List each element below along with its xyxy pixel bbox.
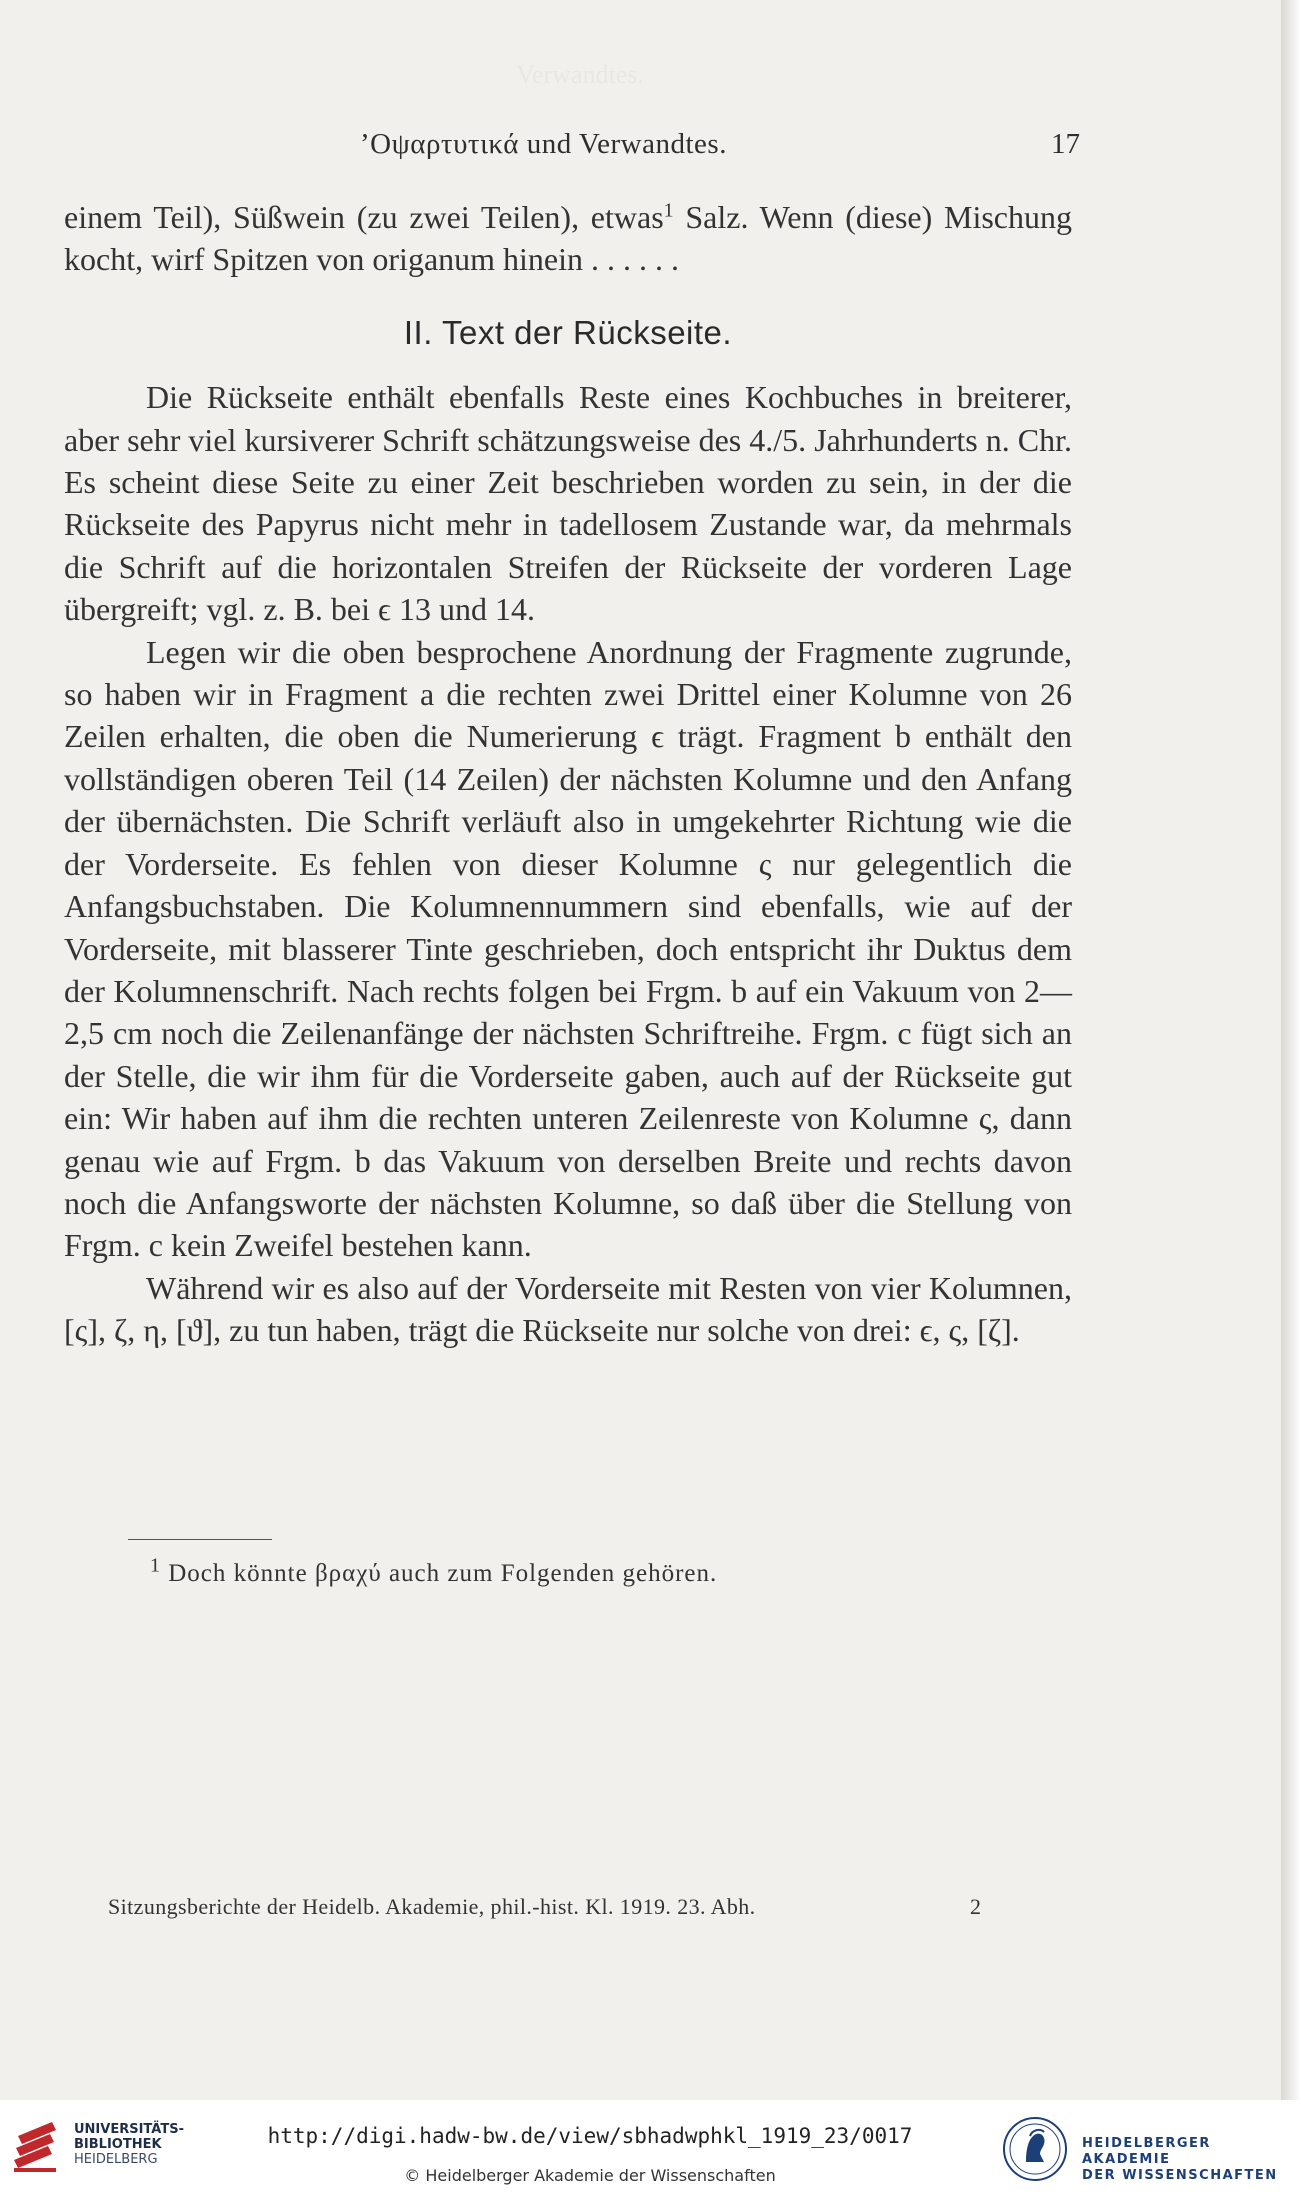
- permalink-url[interactable]: http://digi.hadw-bw.de/view/sbhadwphkl_1919_23/0017: [267, 2124, 913, 2148]
- academy-seal-icon: [1002, 2116, 1068, 2182]
- paragraph-continuation: [64, 196, 1072, 281]
- page-number: 17: [1051, 128, 1080, 160]
- sheet-number: 2: [970, 1894, 981, 1919]
- section-heading: II. Text der Rückseite.: [403, 313, 733, 351]
- paragraph-text: einem Teil), Süßwein (zu zwei Teilen), etwas: [64, 199, 664, 235]
- copyright-notice: © Heidelberger Akademie der Wissenschaften: [404, 2166, 776, 2185]
- page-edge-shadow: [1281, 0, 1301, 2100]
- paragraph-text: Salz. Wenn (diese) Mischung kocht, wirf Spitzen von origanum hinein . . . . . .: [64, 199, 1073, 278]
- footnote-rule: [128, 1539, 272, 1540]
- footnote-marker: 1: [663, 199, 674, 222]
- bleed-through-text: Verwandtes.: [516, 60, 644, 89]
- university-library-logo-icon: [12, 2118, 62, 2178]
- footnote-number: 1: [150, 1554, 161, 1577]
- imprint-line: Sitzungsberichte der Heidelb. Akademie, phil.-hist. Kl. 1919. 23. Abh.: [108, 1894, 756, 1919]
- running-head: ʼΟψαρτυτικά und Verwandtes.: [360, 128, 727, 160]
- body-text: [64, 196, 1072, 1352]
- digitization-footer: [0, 2100, 1301, 2200]
- academy-name: HEIDELBERGER AKADEMIE DER WISSENSCHAFTEN: [1082, 2136, 1278, 2183]
- paragraph: Legen wir die oben besprochene Anordnung der Fragmente zugrunde, so haben wir in Fragment a die rechten zwei Drittel einer Kolumne von 26 Zeilen erhalten, die oben die Numerierung ϵ trägt. Fragment b enthält den vollständigen oberen Teil (14 Zeilen) der nächsten Kolumne und den Anfang der übernächsten. Die Schrift verläuft also in umgekehrter Richtung wie die der Vorderseite. Es fehlen von dieser Kolumne ς nur gelegentlich die Anfangsbuchstaben. Die Kolumnennummern sind ebenfalls, wie auf der Vorderseite, mit blasserer Tinte geschrieben, doch entspricht ihr Duktus dem der Kolumnenschrift. Nach rechts folgen bei Frgm. b auf ein Vakuum von 2—2,5 cm noch die Zeilenanfänge der nächsten Schriftreihe. Frgm. c fügt sich an der Stelle, die wir ihm für die Vorderseite gaben, auch auf der Rückseite gut ein: Wir haben auf ihm die rechten unteren Zeilenreste von Kolumne ς, dann genau wie auf Frgm. b das Vakuum von derselben Breite und rechts davon noch die Anfangsworte der nächsten Kolumne, so daß über die Stellung von Frgm. c kein Zweifel bestehen kann.: [64, 633, 1072, 1264]
- university-library-name: UNIVERSITÄTS- BIBLIOTHEK HEIDELBERG: [74, 2122, 184, 2167]
- paragraph: Die Rückseite enthält ebenfalls Reste eines Kochbuches in breiterer, aber sehr viel kursiverer Schrift schätzungsweise des 4./5. Jahrhunderts n. Chr. Es scheint diese Seite zu einer Zeit beschrieben worden zu sein, in der die Rückseite des Papyrus nicht mehr in tadellosem Zustande war, da mehrmals die Schrift auf die horizontalen Streifen der Rückseite der vorderen Lage übergreift; vgl. z. B. bei ϵ 13 und 14.: [64, 379, 1072, 628]
- footnote: [150, 1554, 1050, 1588]
- footnote-text: Doch könnte βραχύ auch zum Folgenden gehören.: [168, 1560, 718, 1587]
- paragraph: Während wir es also auf der Vorderseite mit Resten von vier Kolumnen, [ς], ζ, η, [ϑ], zu tun haben, trägt die Rückseite nur solche von drei: ϵ, ς, [ζ].: [64, 1269, 1072, 1349]
